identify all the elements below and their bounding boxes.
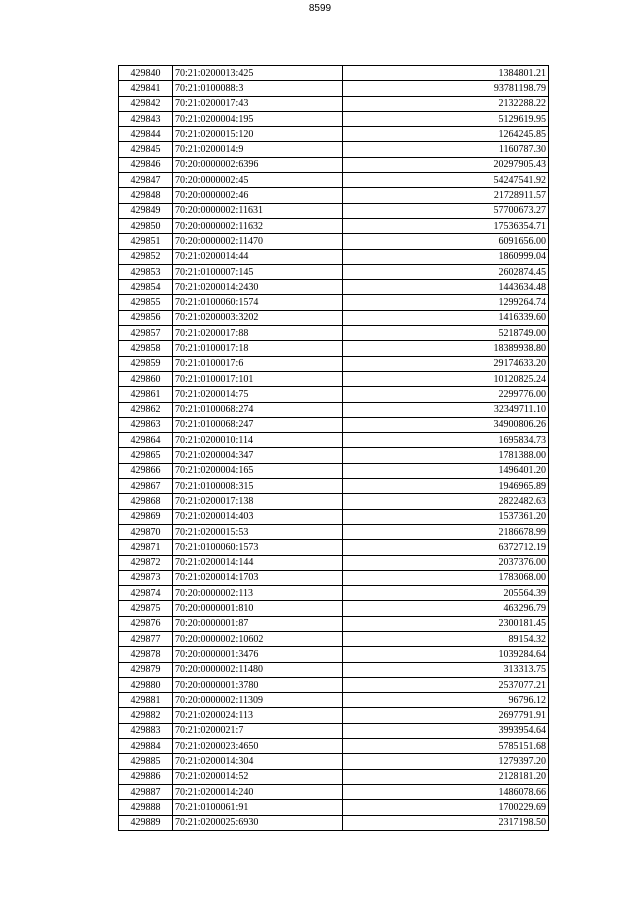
table-row: [119, 739, 549, 754]
table-row: [119, 157, 549, 172]
row-id-cell: 429879: [119, 662, 173, 677]
value-cell: 57700673.27: [343, 203, 549, 218]
row-id-cell: 429866: [119, 463, 173, 478]
cadastral-number-cell: 70:20:0000002:45: [173, 173, 343, 188]
row-id-cell: 429860: [119, 371, 173, 386]
value-cell: 1860999.04: [343, 249, 549, 264]
value-cell: 1039284.64: [343, 647, 549, 662]
value-cell: 1264245.85: [343, 127, 549, 142]
table-row: [119, 295, 549, 310]
table-row: [119, 601, 549, 616]
table-row: [119, 66, 549, 81]
value-cell: 5218749.00: [343, 326, 549, 341]
table-row: [119, 356, 549, 371]
table-row: [119, 249, 549, 264]
value-cell: 93781198.79: [343, 81, 549, 96]
cadastral-number-cell: 70:21:0200004:165: [173, 463, 343, 478]
value-cell: 2299776.00: [343, 387, 549, 402]
row-id-cell: 429862: [119, 402, 173, 417]
row-id-cell: 429850: [119, 218, 173, 233]
value-cell: 1486078.66: [343, 784, 549, 799]
cadastral-number-cell: 70:20:0000002:6396: [173, 157, 343, 172]
row-id-cell: 429842: [119, 96, 173, 111]
cadastral-number-cell: 70:20:0000002:11631: [173, 203, 343, 218]
cadastral-number-cell: 70:21:0200017:88: [173, 326, 343, 341]
cadastral-number-cell: 70:21:0100007:145: [173, 264, 343, 279]
row-id-cell: 429875: [119, 601, 173, 616]
table-row: [119, 815, 549, 830]
table-row: [119, 616, 549, 631]
table-row: [119, 417, 549, 432]
row-id-cell: 429844: [119, 127, 173, 142]
cadastral-number-cell: 70:21:0200014:2430: [173, 280, 343, 295]
table-row: [119, 494, 549, 509]
row-id-cell: 429845: [119, 142, 173, 157]
row-id-cell: 429867: [119, 479, 173, 494]
value-cell: 2822482.63: [343, 494, 549, 509]
row-id-cell: 429857: [119, 326, 173, 341]
table-row: [119, 127, 549, 142]
row-id-cell: 429858: [119, 341, 173, 356]
cadastral-number-cell: 70:20:0000002:46: [173, 188, 343, 203]
cadastral-number-cell: 70:20:0000002:10602: [173, 631, 343, 646]
table-row: [119, 280, 549, 295]
cadastral-number-cell: 70:20:0000001:3780: [173, 677, 343, 692]
table-row: [119, 203, 549, 218]
table-row: [119, 769, 549, 784]
cadastral-number-cell: 70:21:0100017:101: [173, 371, 343, 386]
table-row: [119, 677, 549, 692]
value-cell: 2128181.20: [343, 769, 549, 784]
row-id-cell: 429886: [119, 769, 173, 784]
table-row: [119, 218, 549, 233]
value-cell: 2602874.45: [343, 264, 549, 279]
value-cell: 2037376.00: [343, 555, 549, 570]
value-cell: 1443634.48: [343, 280, 549, 295]
cadastral-number-cell: 70:21:0200015:53: [173, 524, 343, 539]
row-id-cell: 429873: [119, 570, 173, 585]
table-row: [119, 479, 549, 494]
row-id-cell: 429878: [119, 647, 173, 662]
row-id-cell: 429874: [119, 586, 173, 601]
value-cell: 18389938.80: [343, 341, 549, 356]
table-row: [119, 647, 549, 662]
cadastral-number-cell: 70:21:0200015:120: [173, 127, 343, 142]
table-row: [119, 96, 549, 111]
row-id-cell: 429876: [119, 616, 173, 631]
table-row: [119, 708, 549, 723]
row-id-cell: 429851: [119, 234, 173, 249]
row-id-cell: 429869: [119, 509, 173, 524]
cadastral-number-cell: 70:21:0200023:4650: [173, 739, 343, 754]
table-row: [119, 234, 549, 249]
cadastral-number-cell: 70:21:0100017:6: [173, 356, 343, 371]
cadastral-number-cell: 70:21:0100068:247: [173, 417, 343, 432]
value-cell: 89154.32: [343, 631, 549, 646]
row-id-cell: 429848: [119, 188, 173, 203]
cadastral-number-cell: 70:21:0200014:403: [173, 509, 343, 524]
value-cell: 1160787.30: [343, 142, 549, 157]
row-id-cell: 429883: [119, 723, 173, 738]
table-row: [119, 524, 549, 539]
value-cell: 5129619.95: [343, 111, 549, 126]
value-cell: 20297905.43: [343, 157, 549, 172]
row-id-cell: 429853: [119, 264, 173, 279]
cadastral-number-cell: 70:21:0100088:3: [173, 81, 343, 96]
cadastral-number-cell: 70:20:0000002:11309: [173, 693, 343, 708]
row-id-cell: 429855: [119, 295, 173, 310]
cadastral-number-cell: 70:21:0100060:1574: [173, 295, 343, 310]
registry-table-body: [119, 66, 549, 831]
cadastral-number-cell: 70:21:0200004:347: [173, 448, 343, 463]
cadastral-number-cell: 70:21:0200014:9: [173, 142, 343, 157]
row-id-cell: 429884: [119, 739, 173, 754]
value-cell: 2186678.99: [343, 524, 549, 539]
row-id-cell: 429880: [119, 677, 173, 692]
row-id-cell: 429868: [119, 494, 173, 509]
row-id-cell: 429852: [119, 249, 173, 264]
value-cell: 5785151.68: [343, 739, 549, 754]
cadastral-number-cell: 70:21:0200017:43: [173, 96, 343, 111]
row-id-cell: 429846: [119, 157, 173, 172]
value-cell: 2537077.21: [343, 677, 549, 692]
value-cell: 3993954.64: [343, 723, 549, 738]
value-cell: 1496401.20: [343, 463, 549, 478]
table-row: [119, 693, 549, 708]
table-row: [119, 188, 549, 203]
table-row: [119, 586, 549, 601]
row-id-cell: 429877: [119, 631, 173, 646]
cadastral-number-cell: 70:21:0200025:6930: [173, 815, 343, 830]
value-cell: 463296.79: [343, 601, 549, 616]
cadastral-number-cell: 70:20:0000002:11480: [173, 662, 343, 677]
cadastral-number-cell: 70:21:0200010:114: [173, 433, 343, 448]
cadastral-number-cell: 70:20:0000001:810: [173, 601, 343, 616]
value-cell: 205564.39: [343, 586, 549, 601]
cadastral-number-cell: 70:21:0100061:91: [173, 800, 343, 815]
table-row: [119, 723, 549, 738]
row-id-cell: 429888: [119, 800, 173, 815]
table-row: [119, 463, 549, 478]
value-cell: 1537361.20: [343, 509, 549, 524]
value-cell: 29174633.20: [343, 356, 549, 371]
row-id-cell: 429843: [119, 111, 173, 126]
value-cell: 34900806.26: [343, 417, 549, 432]
table-row: [119, 448, 549, 463]
cadastral-number-cell: 70:21:0200014:1703: [173, 570, 343, 585]
value-cell: 2317198.50: [343, 815, 549, 830]
row-id-cell: 429865: [119, 448, 173, 463]
table-row: [119, 173, 549, 188]
cadastral-number-cell: 70:21:0200014:304: [173, 754, 343, 769]
row-id-cell: 429863: [119, 417, 173, 432]
table-row: [119, 509, 549, 524]
cadastral-number-cell: 70:21:0200024:113: [173, 708, 343, 723]
value-cell: 313313.75: [343, 662, 549, 677]
cadastral-number-cell: 70:21:0100008:315: [173, 479, 343, 494]
value-cell: 17536354.71: [343, 218, 549, 233]
value-cell: 10120825.24: [343, 371, 549, 386]
cadastral-number-cell: 70:21:0200014:52: [173, 769, 343, 784]
value-cell: 2300181.45: [343, 616, 549, 631]
table-row: [119, 800, 549, 815]
row-id-cell: 429889: [119, 815, 173, 830]
cadastral-number-cell: 70:21:0200004:195: [173, 111, 343, 126]
cadastral-number-cell: 70:21:0200014:144: [173, 555, 343, 570]
row-id-cell: 429861: [119, 387, 173, 402]
cadastral-number-cell: 70:21:0100068:274: [173, 402, 343, 417]
page-number: 8599: [308, 3, 332, 14]
cadastral-number-cell: 70:21:0100060:1573: [173, 540, 343, 555]
table-row: [119, 555, 549, 570]
row-id-cell: 429847: [119, 173, 173, 188]
table-row: [119, 540, 549, 555]
table-row: [119, 341, 549, 356]
cadastral-number-cell: 70:20:0000002:113: [173, 586, 343, 601]
row-id-cell: 429841: [119, 81, 173, 96]
value-cell: 6372712.19: [343, 540, 549, 555]
value-cell: 6091656.00: [343, 234, 549, 249]
table-row: [119, 371, 549, 386]
row-id-cell: 429854: [119, 280, 173, 295]
value-cell: 21728911.57: [343, 188, 549, 203]
value-cell: 1384801.21: [343, 66, 549, 81]
cadastral-number-cell: 70:21:0200014:44: [173, 249, 343, 264]
cadastral-number-cell: 70:21:0200013:425: [173, 66, 343, 81]
table-row: [119, 387, 549, 402]
table-row: [119, 81, 549, 96]
table-row: [119, 111, 549, 126]
cadastral-number-cell: 70:21:0200017:138: [173, 494, 343, 509]
value-cell: 54247541.92: [343, 173, 549, 188]
value-cell: 1783068.00: [343, 570, 549, 585]
table-row: [119, 662, 549, 677]
table-row: [119, 264, 549, 279]
value-cell: 32349711.10: [343, 402, 549, 417]
table-row: [119, 142, 549, 157]
table-row: [119, 326, 549, 341]
row-id-cell: 429840: [119, 66, 173, 81]
value-cell: 1946965.89: [343, 479, 549, 494]
value-cell: 1695834.73: [343, 433, 549, 448]
value-cell: 1781388.00: [343, 448, 549, 463]
cadastral-number-cell: 70:21:0200021:7: [173, 723, 343, 738]
value-cell: 1279397.20: [343, 754, 549, 769]
table-row: [119, 310, 549, 325]
table-row: [119, 784, 549, 799]
row-id-cell: 429882: [119, 708, 173, 723]
cadastral-number-cell: 70:21:0100017:18: [173, 341, 343, 356]
value-cell: 1299264.74: [343, 295, 549, 310]
value-cell: 1700229.69: [343, 800, 549, 815]
value-cell: 96796.12: [343, 693, 549, 708]
cadastral-number-cell: 70:20:0000002:11470: [173, 234, 343, 249]
value-cell: 2697791.91: [343, 708, 549, 723]
cadastral-number-cell: 70:21:0200014:240: [173, 784, 343, 799]
table-row: [119, 631, 549, 646]
row-id-cell: 429887: [119, 784, 173, 799]
value-cell: 1416339.60: [343, 310, 549, 325]
cadastral-number-cell: 70:20:0000001:87: [173, 616, 343, 631]
row-id-cell: 429881: [119, 693, 173, 708]
value-cell: 2132288.22: [343, 96, 549, 111]
row-id-cell: 429856: [119, 310, 173, 325]
row-id-cell: 429859: [119, 356, 173, 371]
table-row: [119, 570, 549, 585]
table-row: [119, 754, 549, 769]
cadastral-number-cell: 70:20:0000002:11632: [173, 218, 343, 233]
registry-table: [118, 65, 549, 831]
table-row: [119, 433, 549, 448]
cadastral-number-cell: 70:21:0200014:75: [173, 387, 343, 402]
row-id-cell: 429849: [119, 203, 173, 218]
table-row: [119, 402, 549, 417]
cadastral-number-cell: 70:21:0200003:3202: [173, 310, 343, 325]
row-id-cell: 429872: [119, 555, 173, 570]
cadastral-number-cell: 70:20:0000001:3476: [173, 647, 343, 662]
row-id-cell: 429864: [119, 433, 173, 448]
row-id-cell: 429871: [119, 540, 173, 555]
row-id-cell: 429870: [119, 524, 173, 539]
row-id-cell: 429885: [119, 754, 173, 769]
